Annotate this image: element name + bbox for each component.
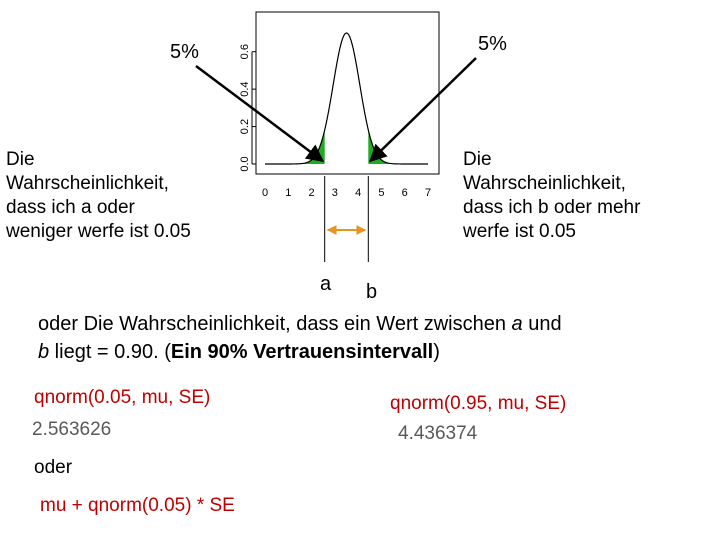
right-note-line-4: werfe ist 0.05 [463,221,576,242]
interval-sentence [38,312,708,364]
code-left-call: qnorm(0.05, mu, SE) [34,387,211,408]
sentence-line2-mid: liegt = 0.90. ( [49,341,171,363]
sentence-line2-end: ) [433,341,440,363]
sentence-a: a [511,313,523,335]
left-note-line-4: weniger werfe ist 0.05 [6,221,191,242]
x-tick-label: 1 [285,187,292,199]
plot-frame [256,12,439,174]
x-tick-label: 4 [355,187,362,199]
left-note-line-1: Die [6,149,35,170]
sentence-b: b [38,341,50,363]
right-note-line-1: Die [463,149,492,170]
right-note-line-3: dass ich b oder mehr [463,197,641,218]
x-tick-label: 0 [261,187,269,199]
x-tick-label: 5 [378,187,385,199]
left-tail-percent: 5% [170,41,199,63]
right-note-line-2: Wahrscheinlichkeit, [463,173,626,194]
x-tick-label: 2 [308,187,315,199]
code-right-call: qnorm(0.95, mu, SE) [390,393,567,414]
code-right-value: 4.436374 [398,423,478,444]
x-tick-label: 6 [401,187,408,199]
left-note-line-3: dass ich a oder [6,197,135,218]
sentence-line-2 [38,340,708,364]
y-tick-label: 0.2 [239,118,251,135]
code-oder: oder [34,457,73,478]
label-a: a [320,273,332,295]
left-note-line-2: Wahrscheinlichkeit, [6,173,169,194]
sentence-bold: Ein 90% Vertrauensintervall [170,341,434,363]
sentence-line-1 [38,312,708,336]
density-curve [265,33,428,164]
label-b: b [366,281,378,303]
code-left-value: 2.563626 [32,419,112,440]
sentence-line1-end: und [522,313,562,335]
right-pointer-arrow [370,58,476,161]
code-left-alt: mu + qnorm(0.05) * SE [40,495,235,516]
y-tick-label: 0.0 [239,156,251,172]
right-tail-percent: 5% [478,33,507,55]
x-tick-label: 3 [331,187,338,199]
y-tick-label: 0.6 [239,44,251,60]
sentence-line1-start: oder Die Wahrscheinlichkeit, dass ein Wert zwischen [38,313,512,335]
y-tick-label: 0.4 [239,81,251,97]
left-pointer-arrow [196,66,323,161]
x-tick-label: 7 [424,187,432,199]
